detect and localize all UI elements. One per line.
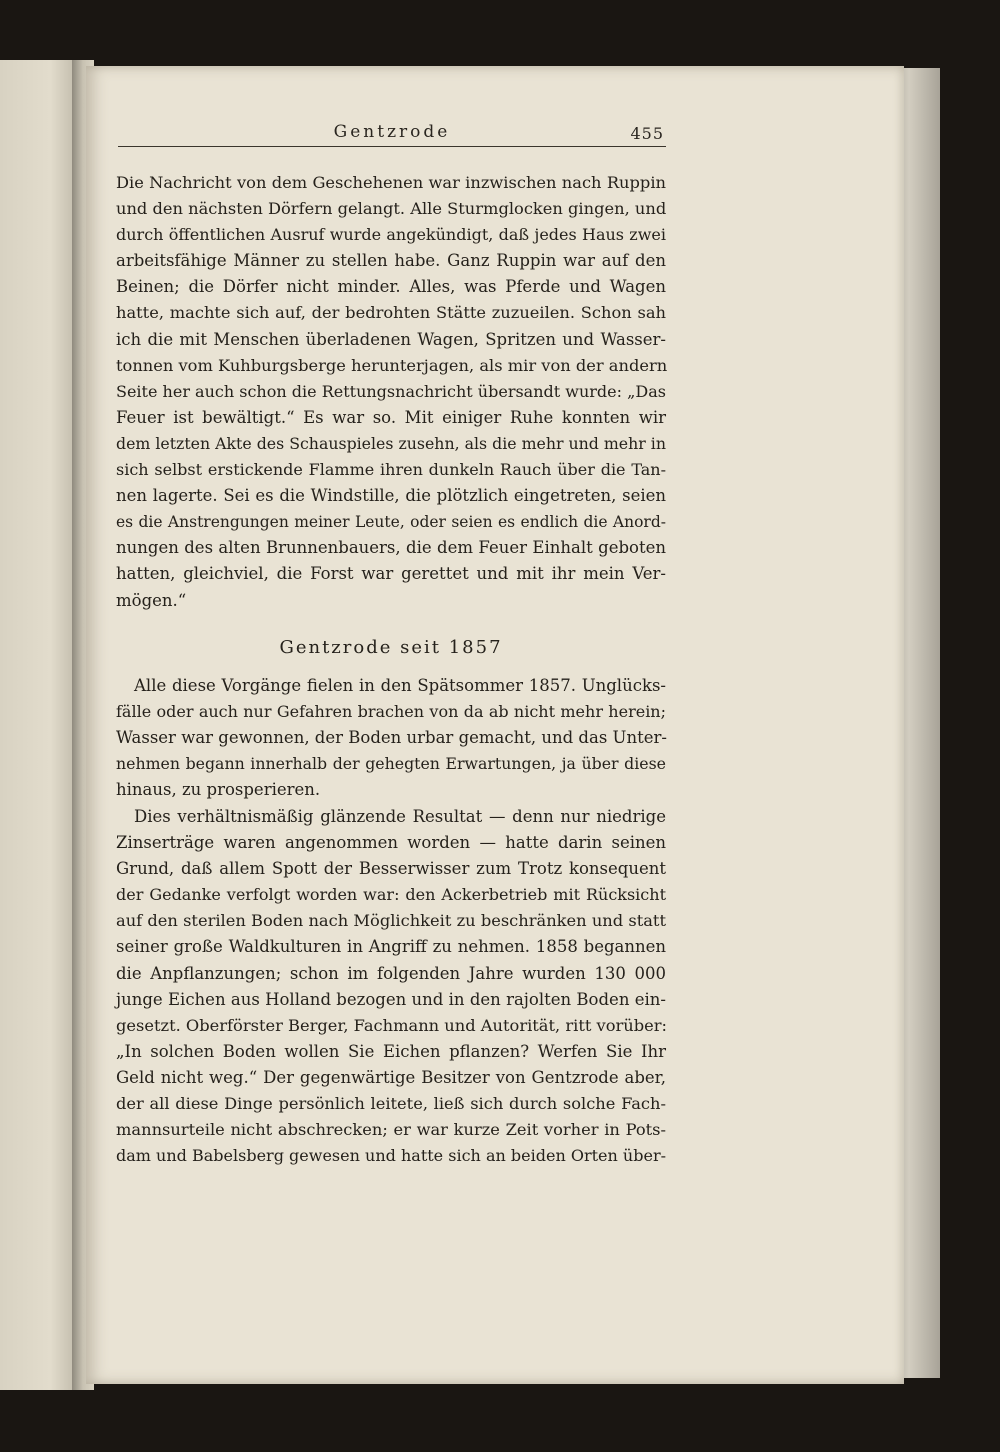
text-line: Seite her auch schon die Rettungsnachricht übersandt wurde: „Das [116, 381, 666, 401]
header-rule [118, 146, 666, 147]
text-line: sich selbst erstickende Flamme ihren dunkeln Rauch über die Tan- [116, 460, 666, 480]
running-title: Gentzrode [333, 122, 451, 142]
text-line: Grund, daß allem Spott der Besserwisser zum Trotz konsequent [116, 859, 666, 879]
text-line: hinaus, zu prosperieren. [116, 780, 321, 800]
text-line: mannsurteile nicht abschrecken; er war kurze Zeit vorher in Pots- [116, 1120, 666, 1140]
text-line: junge Eichen aus Holland bezogen und in den rajolten Boden ein- [116, 989, 666, 1009]
text-line: Alle diese Vorgänge fielen in den Spätsommer 1857. Unglücks- [134, 676, 666, 695]
text-line: Beinen; die Dörfer nicht minder. Alles, was Pferde und Wagen [116, 277, 666, 297]
text-line: Wasser war gewonnen, der Boden urbar gemacht, und das Unter- [116, 728, 667, 748]
paragraph-2 [116, 673, 666, 803]
text-line: Feuer ist bewältigt.“ Es war so. Mit einiger Ruhe konnten wir [116, 407, 666, 427]
text-line: der Gedanke verfolgt worden war: den Ackerbetrieb mit Rücksicht [116, 885, 666, 905]
text-line: gesetzt. Oberförster Berger, Fachmann und Autorität, ritt vorüber: [116, 1015, 668, 1035]
text-line: hatten, gleichviel, die Forst war gerettet und mit ihr mein Ver- [116, 564, 666, 584]
text-line: Geld nicht weg.“ Der gegenwärtige Besitzer von Gentzrode aber, [116, 1067, 666, 1087]
text-line: seiner große Waldkulturen in Angriff zu nehmen. 1858 begannen [116, 937, 666, 957]
text-line: tonnen vom Kuhburgsberge herunterjagen, als mir von der andern [116, 355, 668, 375]
text-line: dem letzten Akte des Schauspieles zusehn, als die mehr und mehr in [116, 433, 666, 453]
text-line: Dies verhältnismäßig glänzende Resultat — denn nur niedrige [134, 807, 666, 826]
text-line: nehmen begann innerhalb der gehegten Erwartungen, ja über diese [116, 754, 666, 774]
text-line: ich die mit Menschen überladenen Wagen, Spritzen und Wasser- [116, 329, 666, 349]
page-number: 455 [630, 124, 664, 143]
text-line: nen lagerte. Sei es die Windstille, die plötzlich eingetreten, seien [116, 486, 666, 506]
text-line: fälle oder auch nur Gefahren brachen von da ab nicht mehr herein; [116, 702, 666, 722]
text-line: arbeitsfähige Männer zu stellen habe. Ganz Ruppin war auf den [116, 251, 666, 271]
text-line: „In solchen Boden wollen Sie Eichen pflanzen? Werfen Sie Ihr [116, 1041, 666, 1061]
text-line: nungen des alten Brunnenbauers, die dem Feuer Einhalt geboten [116, 538, 666, 558]
text-line: und den nächsten Dörfern gelangt. Alle Sturmglocken gingen, und [116, 199, 667, 219]
text-line: mögen.“ [116, 590, 187, 610]
text-line: es die Anstrengungen meiner Leute, oder seien es endlich die Anord- [116, 513, 666, 532]
text-line: die Anpflanzungen; schon im folgenden Jahre wurden 130 000 [116, 963, 666, 983]
text-line: auf den sterilen Boden nach Möglichkeit zu beschränken und statt [116, 911, 666, 931]
text-line: Zinserträge waren angenommen worden — hatte darin seinen [116, 833, 666, 853]
text-line: Die Nachricht von dem Geschehenen war inzwischen nach Ruppin [116, 173, 666, 192]
paragraph-3 [116, 804, 666, 1169]
paragraph-1 [116, 170, 666, 614]
text-line: der all diese Dinge persönlich leitete, ließ sich durch solche Fach- [116, 1094, 666, 1114]
text-line: dam und Babelsberg gewesen und hatte sich an beiden Orten über- [116, 1146, 666, 1166]
text-line: hatte, machte sich auf, der bedrohten Stätte zuzueilen. Schon sah [116, 303, 666, 323]
text-line: durch öffentlichen Ausruf wurde angekündigt, daß jedes Haus zwei [116, 225, 666, 245]
section-heading: Gentzrode seit 1857 [279, 637, 503, 658]
running-head [118, 116, 666, 148]
